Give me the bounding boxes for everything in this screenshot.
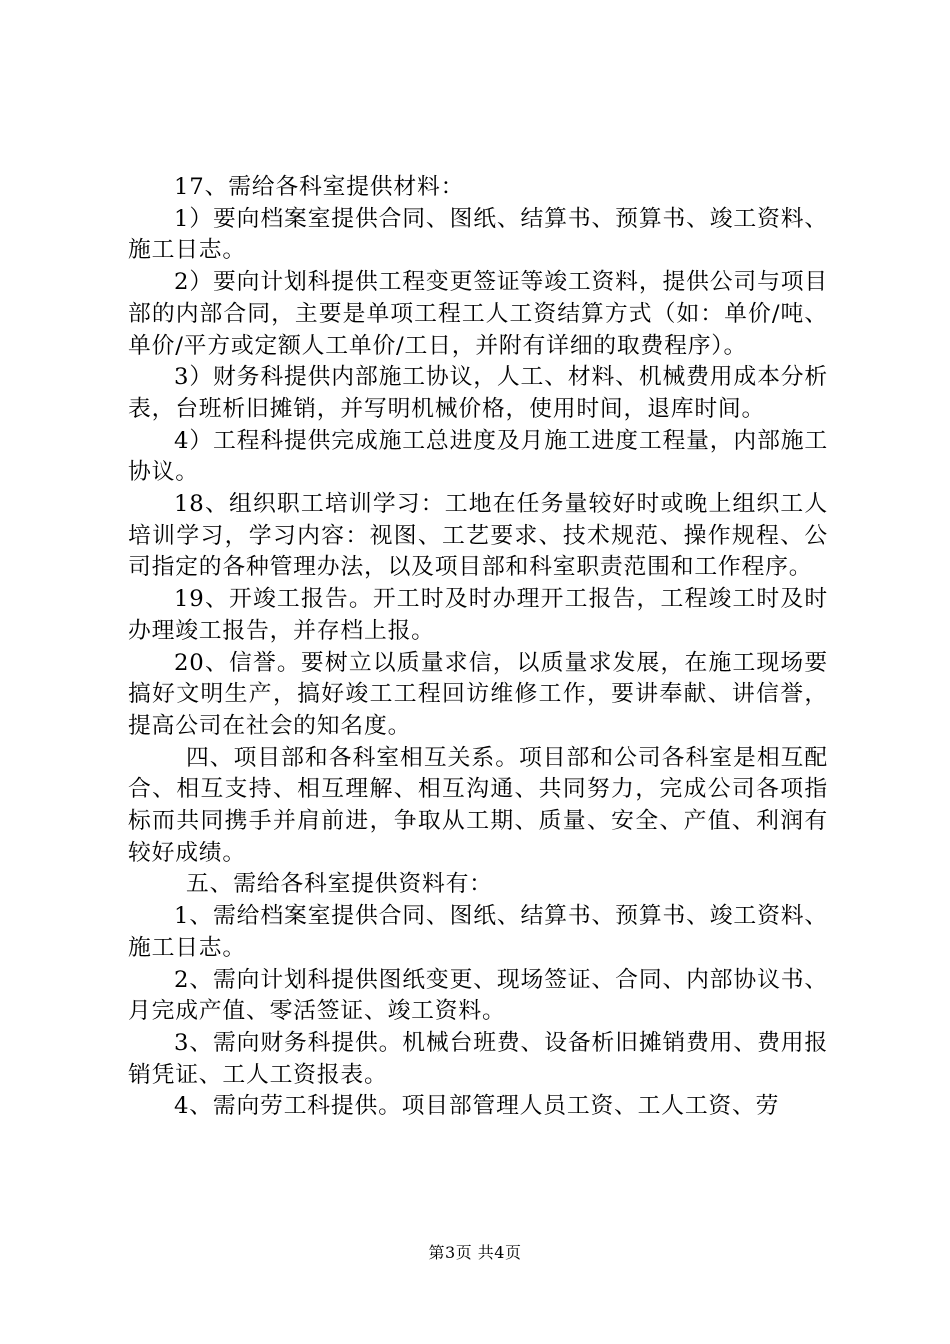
paragraph-section-5: 五、需给各科室提供资料有： (186, 871, 493, 898)
paragraph-item-19: 19、开竣工报告。开工时及时办理开工报告，工程竣工时及时办理竣工报告，并存档上报。 (128, 586, 828, 644)
paragraph-item-17: 17、需给各科室提供材料： (174, 174, 465, 200)
paragraph-section-4: 四、项目部和各科室相互关系。项目部和公司各科室是相互配合、相互支持、相互理解、相互沟通、共同努力，完成公司各项指标而共同携手并肩前进，争取从工期、质量、安全、产值、利润有较好成绩。 (128, 744, 828, 866)
paragraph-item-20: 20、信誉。要树立以质量求信，以质量求发展，在施工现场要搞好文明生产，搞好竣工工程回访维修工作，要讲奉献、讲信誉，提高公司在社会的知名度。 (128, 649, 828, 739)
paragraph-item-17-4: 4）工程科提供完成施工总进度及月施工进度工程量，内部施工协议。 (128, 427, 828, 486)
paragraph-item-17-1: 1）要向档案室提供合同、图纸、结算书、预算书、竣工资料、施工日志。 (128, 205, 828, 264)
paragraph-item-17-2: 2）要向计划科提供工程变更签证等竣工资料，提供公司与项目部的内部合同，主要是单项工程工人工资结算方式（如：单价/吨、单价/平方或定额人工单价/工日，并附有详细的取费程序）。 (128, 269, 828, 359)
document-body (128, 172, 828, 1123)
paragraph-item-18: 18、组织职工培训学习：工地在任务量较好时或晚上组织工人培训学习，学习内容：视图、工艺要求、技术规范、操作规程、公司指定的各种管理办法，以及项目部和科室职责范围和工作程序。 (128, 491, 828, 581)
paragraph-item-5-2: 2、需向计划科提供图纸变更、现场签证、合同、内部协议书、月完成产值、零活签证、竣工资料。 (128, 966, 828, 1025)
paragraph-item-5-3: 3、需向财务科提供。机械台班费、设备析旧摊销费用、费用报销凭证、工人工资报表。 (128, 1029, 828, 1088)
paragraph-item-17-3: 3）财务科提供内部施工协议，人工、材料、机械费用成本分析表，台班析旧摊销，并写明机械价格，使用时间，退库时间。 (128, 364, 828, 422)
paragraph-item-5-4: 4、需向劳工科提供。项目部管理人员工资、工人工资、劳 (174, 1093, 780, 1120)
paragraph-item-5-1: 1、需给档案室提供合同、图纸、结算书、预算书、竣工资料、施工日志。 (128, 903, 828, 961)
page-footer: 第3页 共4页 (428, 1243, 522, 1262)
